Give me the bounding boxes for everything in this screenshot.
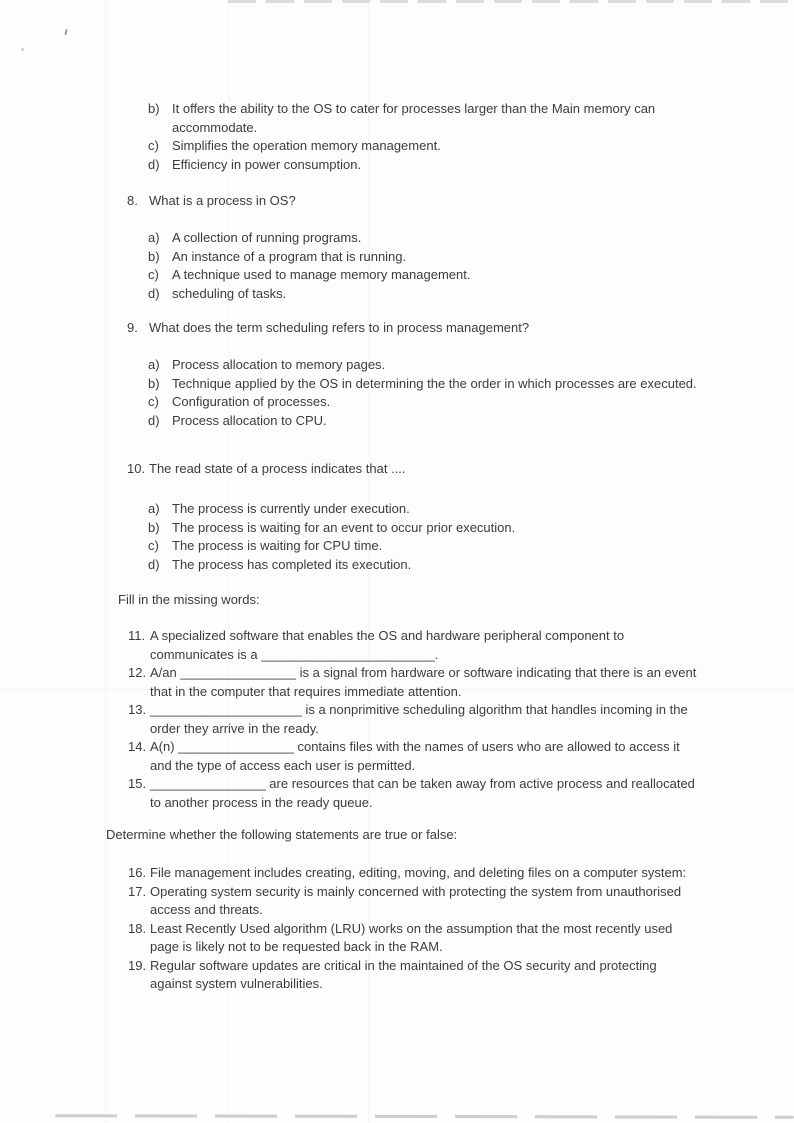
question-text: What is a process in OS? (149, 193, 296, 208)
option-row (148, 248, 794, 267)
numbered-item-row (128, 883, 794, 920)
option-letter: c) (148, 394, 159, 409)
true-false-heading: Determine whether the following statements are true or false: (106, 827, 458, 842)
option-letter: c) (148, 138, 159, 153)
question-number: 8. (127, 193, 138, 208)
option-row (148, 356, 794, 375)
options-list (148, 500, 794, 574)
option-text: A technique used to manage memory management. (172, 267, 471, 282)
option-text: Process allocation to CPU. (172, 412, 327, 428)
fill-in-items (0, 627, 794, 812)
option-letter: b) (148, 519, 160, 535)
question-10 (0, 460, 794, 574)
item-text: Operating system security is mainly concerned with protecting the system from unauthorised access and threats. (150, 883, 682, 917)
option-text: scheduling of tasks. (172, 285, 287, 301)
stray-pen-mark (64, 29, 67, 35)
option-row (148, 100, 794, 137)
numbered-item-row (128, 701, 794, 738)
option-letter: d) (148, 412, 160, 428)
item-text: ________________ are resources that can be taken away from active process and reallocated to another process in the ready queue. (150, 776, 695, 810)
true-false-section-heading (0, 826, 794, 845)
numbered-item-row (128, 775, 794, 812)
option-letter: d) (148, 156, 160, 172)
item-number: 18. (128, 920, 147, 936)
question-line (127, 319, 794, 338)
option-row (148, 285, 794, 304)
scan-artifact-top-edge (228, 0, 794, 3)
option-row (148, 156, 794, 175)
item-text: A(n) ________________ contains files with the names of users who are allowed to access it and the type of access each user is permitted. (150, 739, 680, 773)
question-9 (0, 319, 794, 430)
question-number: 9. (127, 320, 138, 335)
question-line (127, 460, 794, 479)
item-text: A/an ________________ is a signal from hardware or software indicating that there is an event that in the computer that requires immediate attention. (150, 665, 697, 699)
numbered-item-row (128, 627, 794, 664)
fill-in-section-heading (0, 591, 794, 610)
numbered-item-row (128, 957, 794, 994)
true-false-items (0, 864, 794, 994)
option-text: Efficiency in power consumption. (172, 156, 362, 172)
option-letter: b) (148, 375, 160, 391)
question-line (127, 192, 794, 211)
option-letter: b) (148, 248, 160, 264)
option-text: The process has completed its execution. (172, 556, 412, 572)
item-text: Least Recently Used algorithm (LRU) works on the assumption that the most recently used page is likely not to be requested back in the RAM. (150, 920, 673, 954)
option-text: The process is currently under execution. (172, 501, 410, 516)
option-letter: a) (148, 501, 160, 516)
option-row (148, 375, 794, 394)
option-letter: a) (148, 357, 160, 372)
option-letter: d) (148, 556, 160, 572)
item-number: 17. (128, 883, 147, 899)
item-number: 15. (128, 776, 147, 791)
item-text: _____________________ is a nonprimitive scheduling algorithm that handles incoming in the order they arrive in the ready. (150, 702, 688, 736)
option-letter: a) (148, 230, 160, 245)
numbered-item-row (128, 920, 794, 957)
item-number: 12. (128, 665, 147, 680)
option-row (148, 229, 794, 248)
options-list (148, 100, 794, 174)
numbered-item-row (128, 864, 794, 883)
question-text: What does the term scheduling refers to in process management? (149, 320, 530, 335)
option-row (148, 412, 794, 431)
option-row (148, 137, 794, 156)
option-text: It offers the ability to the OS to cater for processes larger than the Main memory can accommodate. (172, 101, 656, 135)
option-letter: c) (148, 538, 159, 553)
option-text: A collection of running programs. (172, 230, 362, 245)
options-list (148, 356, 794, 430)
item-text: Regular software updates are critical in the maintained of the OS security and protecting against system vulnerabilities. (150, 957, 657, 991)
option-row (148, 519, 794, 538)
option-text: The process is waiting for CPU time. (172, 538, 383, 553)
scan-artifact-bottom-edge (55, 1114, 794, 1119)
item-number: 13. (128, 702, 147, 717)
option-text: Technique applied by the OS in determining the the order in which processes are executed. (172, 375, 697, 391)
option-row (148, 556, 794, 575)
question7-remaining-options (0, 100, 794, 174)
option-letter: b) (148, 101, 160, 116)
option-row (148, 537, 794, 556)
fill-in-heading: Fill in the missing words: (118, 592, 260, 607)
option-text: Simplifies the operation memory management. (172, 138, 441, 153)
option-text: The process is waiting for an event to occur prior execution. (172, 519, 516, 535)
option-row (148, 393, 794, 412)
option-text: Process allocation to memory pages. (172, 357, 386, 372)
stray-speck (21, 48, 24, 51)
numbered-item-row (128, 664, 794, 701)
options-list (148, 229, 794, 303)
option-row (148, 266, 794, 285)
numbered-item-row (128, 738, 794, 775)
item-number: 14. (128, 739, 147, 754)
item-number: 11. (128, 628, 146, 643)
item-number: 19. (128, 957, 147, 973)
question-number: 10. (127, 461, 146, 476)
question-8 (0, 192, 794, 303)
option-row (148, 500, 794, 519)
option-text: Configuration of processes. (172, 394, 331, 409)
option-letter: d) (148, 285, 160, 301)
option-text: An instance of a program that is running. (172, 248, 407, 264)
item-text: File management includes creating, editing, moving, and deleting files on a computer system: (150, 865, 687, 880)
item-text: A specialized software that enables the OS and hardware peripheral component to communicates is a ________________________. (150, 628, 625, 662)
option-letter: c) (148, 267, 159, 282)
question-text: The read state of a process indicates that .... (149, 461, 406, 476)
item-number: 16. (128, 865, 147, 880)
